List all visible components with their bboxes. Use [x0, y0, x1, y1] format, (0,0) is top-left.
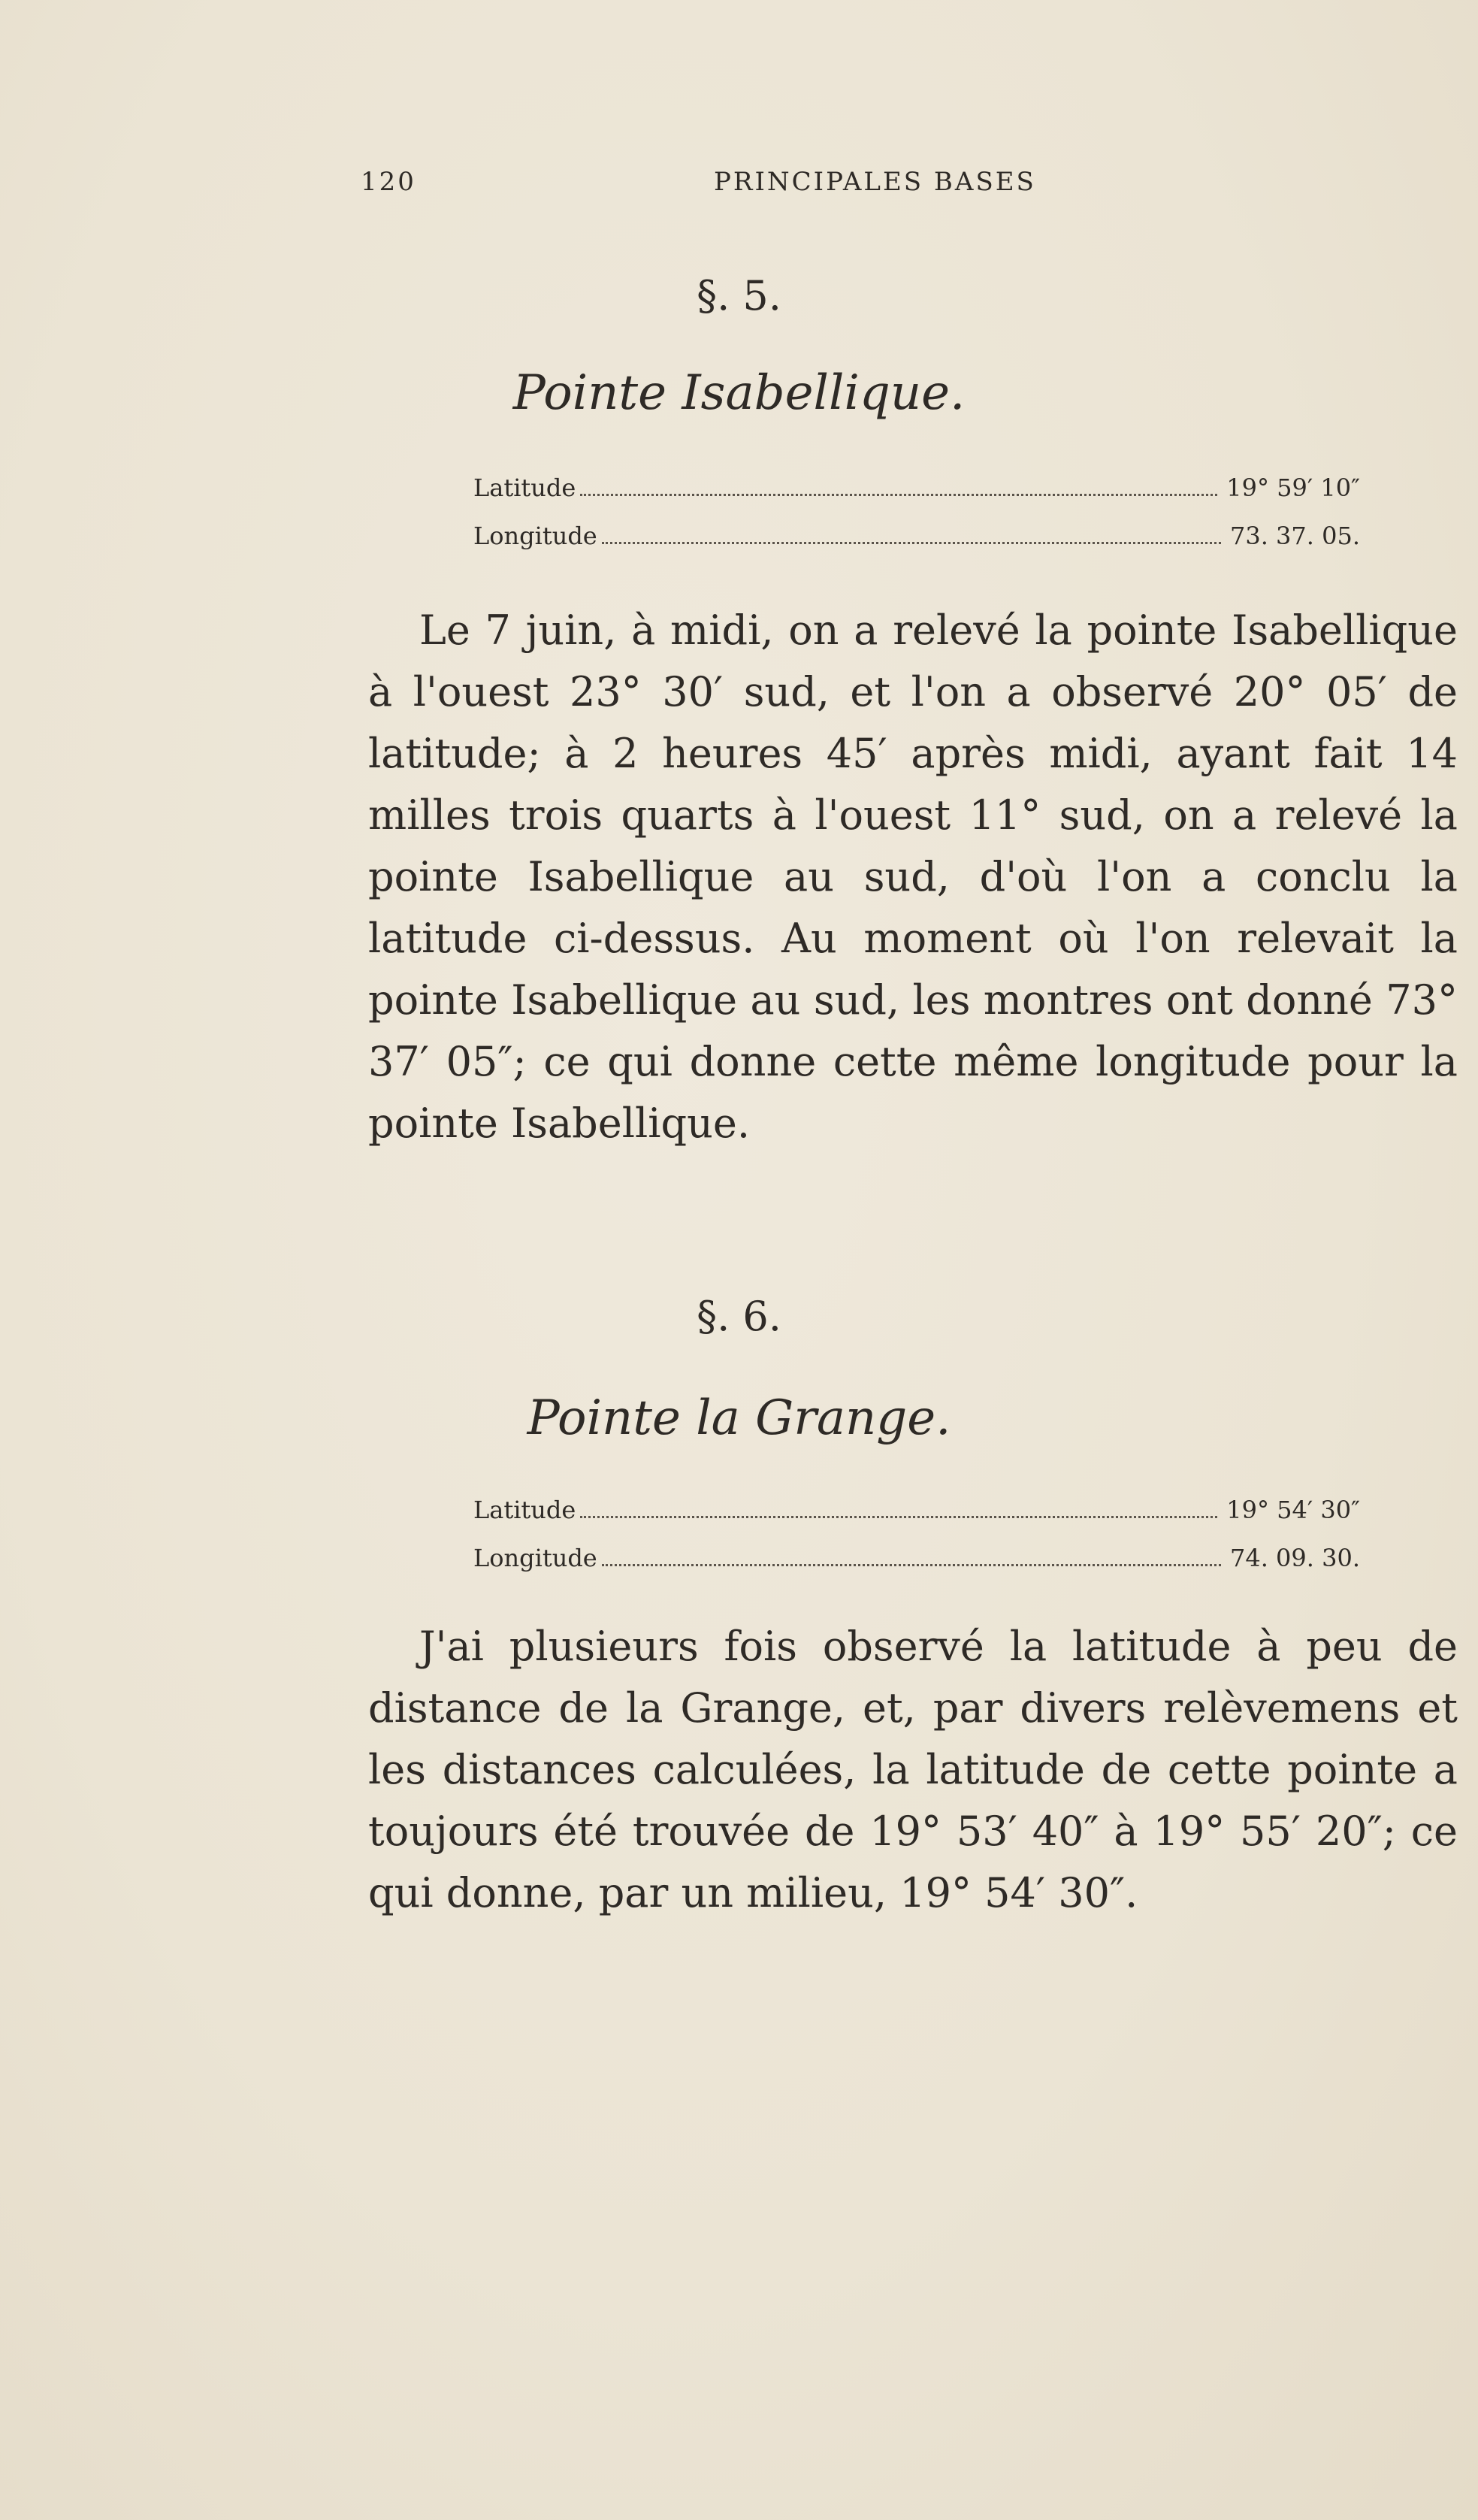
running-head [361, 167, 1135, 212]
section-6-latitude-row [473, 1496, 1360, 1529]
latitude-value: 19° 54′ 30″ [1226, 1496, 1360, 1524]
page-number: 120 [361, 167, 416, 197]
section-5-mark: §. 5. [697, 272, 781, 319]
latitude-label: Latitude [473, 473, 576, 502]
section-5-title: Pointe Isabellique. [512, 365, 966, 421]
section-6-body: J'ai plusieurs fois observé la latitude à peu de distance de la Grange, et, par divers relèvemens et les distances calculées, la latitude de cette pointe a toujours été trouvée de 19° 53′ 40″ à 19° 55′ 20″; ce qui donne, par un milieu, 19° 54′ 30″. [368, 1623, 1458, 1916]
section-5-longitude-row [473, 522, 1360, 555]
longitude-label: Longitude [473, 522, 597, 550]
longitude-value: 73. 37. 05. [1229, 522, 1360, 550]
section-5-body: Le 7 juin, à midi, on a relevé la pointe Isabellique à l'ouest 23° 30′ sud, et l'on a observé 20° 05′ de latitude; à 2 heures 45′ après midi, ayant fait 14 milles trois quarts à l'ouest 11° sud, on a relevé la pointe Isabellique au sud, d'où l'on a conclu la latitude ci-dessus. Au moment où l'on relevait la pointe Isabellique au sud, les montres ont donné 73° 37′ 05″; ce qui donne cette même longitude pour la pointe Isabellique. [368, 607, 1458, 1147]
section-6-title: Pointe la Grange. [527, 1390, 951, 1446]
dot-leader [602, 542, 1221, 544]
dot-leader [580, 494, 1217, 496]
section-6-longitude-row [473, 1544, 1360, 1577]
dot-leader [580, 1516, 1217, 1518]
running-title: PRINCIPALES BASES [714, 167, 1036, 197]
dot-leader [602, 1564, 1221, 1566]
latitude-value: 19° 59′ 10″ [1226, 473, 1360, 502]
section-6-mark: §. 6. [697, 1293, 781, 1340]
longitude-label: Longitude [473, 1544, 597, 1572]
longitude-value: 74. 09. 30. [1229, 1544, 1360, 1572]
section-5-latitude-row [473, 473, 1360, 507]
latitude-label: Latitude [473, 1496, 576, 1524]
